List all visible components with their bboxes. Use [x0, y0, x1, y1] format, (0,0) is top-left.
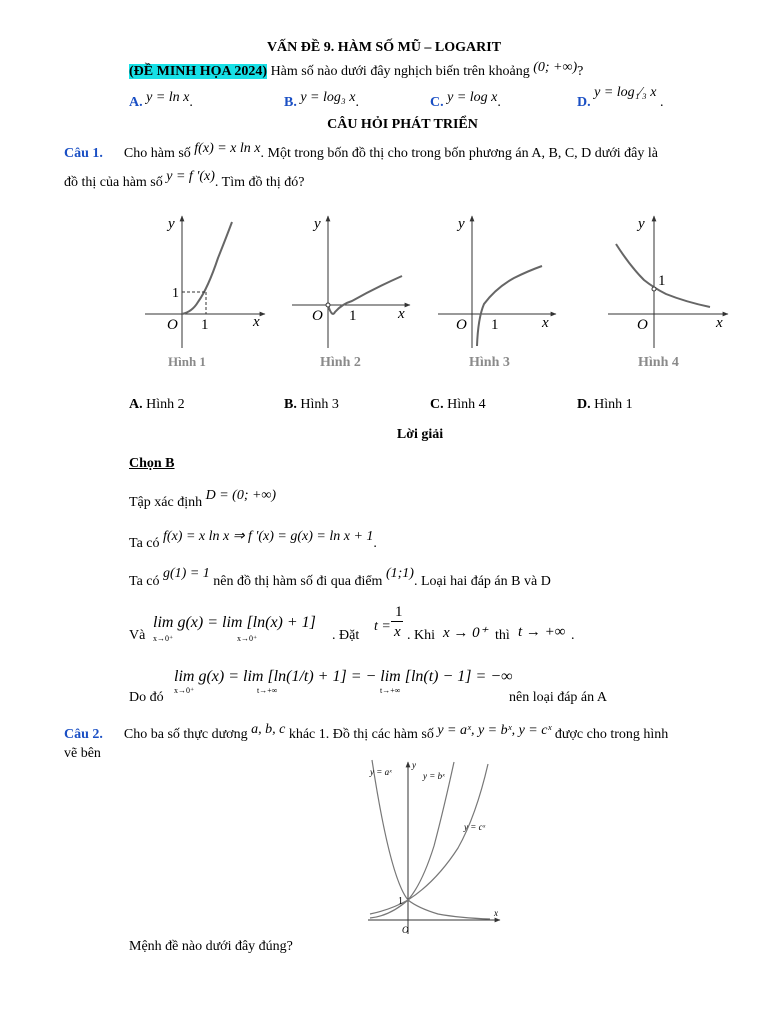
exam-question: [129, 60, 584, 80]
graph-one: 1: [398, 896, 403, 907]
q2-line2: vẽ bên: [64, 746, 101, 761]
q1-answer-c[interactable]: [430, 397, 486, 413]
q1-fpx: y = f ′(x): [166, 169, 215, 184]
line3-thi: thì: [495, 628, 510, 643]
q2-label: Câu 2.: [64, 727, 103, 742]
line3-expr: lim g(x) = lim [ln(x) + 1]: [153, 614, 316, 631]
q1-line2: [64, 169, 305, 191]
q1-answer-b-text: Hình 3: [300, 397, 339, 412]
line1-expr: f(x) = x ln x ⇒ f ′(x) = g(x) = ln x + 1: [163, 529, 374, 544]
option-b-expr: y = log₃ x: [300, 90, 356, 105]
line3-text: Và: [129, 628, 146, 643]
figure-2-curve: [328, 276, 402, 314]
figure-2-one-x: 1: [349, 308, 357, 324]
q2-line1: [64, 722, 669, 743]
q1-fx: f(x) = x ln x: [194, 141, 261, 156]
line3-dat: . Đặt: [332, 628, 360, 643]
page-title: VẤN ĐỀ 9. HÀM SỐ MŨ – LOGARIT: [266, 40, 502, 55]
option-a-label: A.: [129, 95, 143, 110]
q2-text-d: được cho trong hình: [554, 727, 669, 742]
q2-funcs: y = aˣ, y = bˣ, y = cˣ: [437, 723, 552, 738]
figure-1-y: y: [168, 216, 175, 232]
domain-text: Tập xác định: [129, 495, 203, 510]
figure-2-caption: Hình 2: [320, 355, 361, 370]
line3-khi: . Khi: [407, 628, 435, 643]
figure-3-x: x: [542, 315, 549, 331]
q2-text-c: . Đồ thị các hàm số: [325, 727, 434, 742]
line4-sub3: t→+∞: [380, 686, 401, 695]
exam-question-text: Hàm số nào dưới đây nghịch biến trên khoảng: [270, 64, 530, 79]
line4-text: Do đó: [129, 690, 164, 705]
solution-line2: [129, 566, 551, 589]
label-c: y = cˣ: [464, 822, 486, 832]
line3-res: t → +∞: [518, 624, 566, 640]
q1-text-d: . Tìm đồ thị đó?: [214, 175, 305, 190]
q2-one: 1: [318, 727, 326, 742]
q1-answer-a-label: A.: [129, 397, 143, 412]
label-a: y = aˣ: [370, 767, 392, 777]
figure-1-o: O: [167, 317, 178, 333]
option-b-label: B.: [284, 95, 297, 110]
q2-prompt: Mệnh đề nào dưới đây đúng?: [129, 939, 293, 954]
figure-4-y: y: [638, 216, 645, 232]
figure-2-o: O: [312, 308, 323, 324]
q1-text-a: Cho hàm số: [123, 146, 191, 161]
line3-cond: x → 0⁺: [443, 625, 488, 641]
option-a[interactable]: A. y = ln x.: [129, 90, 193, 110]
q2-text-b: khác: [288, 727, 316, 742]
figure-1-curve: [182, 222, 232, 314]
line2-expr: g(1) = 1: [163, 566, 210, 581]
line2-text: Ta có: [129, 574, 160, 589]
solution-choice: Chọn B: [129, 456, 175, 471]
figure-4-one-y: 1: [658, 273, 666, 289]
option-c-label: C.: [430, 95, 444, 110]
option-c-expr: y = log x: [447, 90, 498, 105]
figure-4-x: x: [716, 315, 723, 331]
line3-den: x: [394, 624, 401, 640]
option-d-label: D.: [577, 95, 591, 110]
q1-answer-c-text: Hình 4: [447, 397, 486, 412]
section-title: CÂU HỎI PHÁT TRIỂN: [327, 117, 478, 132]
figure-2: [292, 216, 410, 370]
figure-3-o: O: [456, 317, 467, 333]
figure-3-y: y: [458, 216, 465, 232]
solution-line4: [129, 660, 749, 708]
figure-4: [608, 216, 728, 370]
figure-4-caption: Hình 4: [638, 355, 679, 370]
q1-label: Câu 1.: [64, 146, 103, 161]
figure-4-o: O: [637, 317, 648, 333]
figure-2-x: x: [398, 306, 405, 322]
q1-answer-a-text: Hình 2: [146, 397, 185, 412]
figure-1-one-x: 1: [201, 317, 209, 333]
figure-1: [145, 216, 265, 369]
curve-b: [370, 762, 454, 918]
option-d-expr: y = log₁⁄₃ x: [594, 85, 657, 100]
q1-answer-b-label: B.: [284, 397, 297, 412]
solution-line3: Và lim g(x) = lim [ln(x) + 1] x→0⁺ x→0⁺ . Đặt t = 1 x . Khi x → 0⁺ thì t → +∞ .: [129, 604, 575, 643]
q1-answer-b[interactable]: [284, 397, 339, 413]
line3-fraction-bar: [391, 621, 403, 622]
line3-sub1: x→0⁺: [153, 634, 174, 643]
q1-answer-d-text: Hình 1: [594, 397, 633, 412]
figure-3-one-x: 1: [491, 317, 499, 333]
option-d[interactable]: D. y = log₁⁄₃ x .: [577, 85, 664, 110]
domain-expr: D = (0; +∞): [205, 488, 277, 503]
line2-point: (1;1): [385, 566, 414, 581]
q1-answer-d[interactable]: [577, 397, 633, 413]
q1-answer-c-label: C.: [430, 397, 444, 412]
figure-3-curve: [477, 266, 542, 346]
line1-text: Ta có: [129, 536, 160, 551]
solution-domain: [129, 488, 277, 510]
option-c[interactable]: C. y = log x.: [430, 90, 501, 110]
figure-1-caption: Hình 1: [168, 354, 206, 369]
curve-a: [372, 760, 490, 919]
q2-vars: a, b, c: [251, 722, 286, 737]
q1-text-c: đồ thị của hàm số: [64, 175, 163, 190]
q1-figures: [140, 208, 740, 373]
line3-num: 1: [395, 604, 403, 620]
figure-3-caption: Hình 3: [469, 355, 510, 370]
q2-graph: [360, 758, 505, 938]
question-mark: ?: [577, 64, 584, 79]
graph-y: y: [412, 760, 416, 770]
line4-sub1: x→0⁺: [174, 686, 195, 695]
line4-sub2: t→+∞: [257, 686, 278, 695]
line2-end: . Loại hai đáp án B và D: [413, 574, 551, 589]
option-b[interactable]: B. y = log₃ x.: [284, 90, 359, 110]
line4-end: nên loại đáp án A: [509, 690, 607, 705]
label-b: y = bˣ: [423, 771, 445, 781]
figure-3: [438, 216, 556, 370]
line3-sub2: x→0⁺: [237, 634, 258, 643]
line3-t: t =: [374, 619, 391, 634]
graph-o: O: [402, 925, 409, 935]
solution-title: Lời giải: [396, 427, 444, 442]
figure-1-x: x: [253, 314, 260, 330]
q1-text-b: . Một trong bốn đồ thị cho trong bốn phương án A, B, C, D dưới đây là: [260, 146, 658, 161]
line2-mid: nên đồ thị hàm số đi qua điểm: [213, 574, 383, 589]
interval-expr: (0; +∞): [533, 60, 578, 75]
q2-text-a: Cho ba số thực dương: [123, 727, 248, 742]
exam-tag: (ĐỀ MINH HỌA 2024): [129, 64, 268, 79]
q1-answer-d-label: D.: [577, 397, 591, 412]
q1-answer-a[interactable]: [129, 397, 185, 413]
option-a-expr: y = ln x: [146, 90, 190, 105]
q1-line1: [64, 141, 658, 162]
figure-2-y: y: [314, 216, 321, 232]
curve-c: [370, 764, 488, 914]
graph-x: x: [494, 908, 498, 918]
figure-1-one-y: 1: [172, 286, 179, 301]
solution-line1: Ta có f(x) = x ln x ⇒ f ′(x) = g(x) = ln x + 1.: [129, 529, 377, 551]
line4-expr: lim g(x) = lim [ln(1/t) + 1] = − lim [ln(t) − 1] = −∞: [174, 668, 513, 685]
